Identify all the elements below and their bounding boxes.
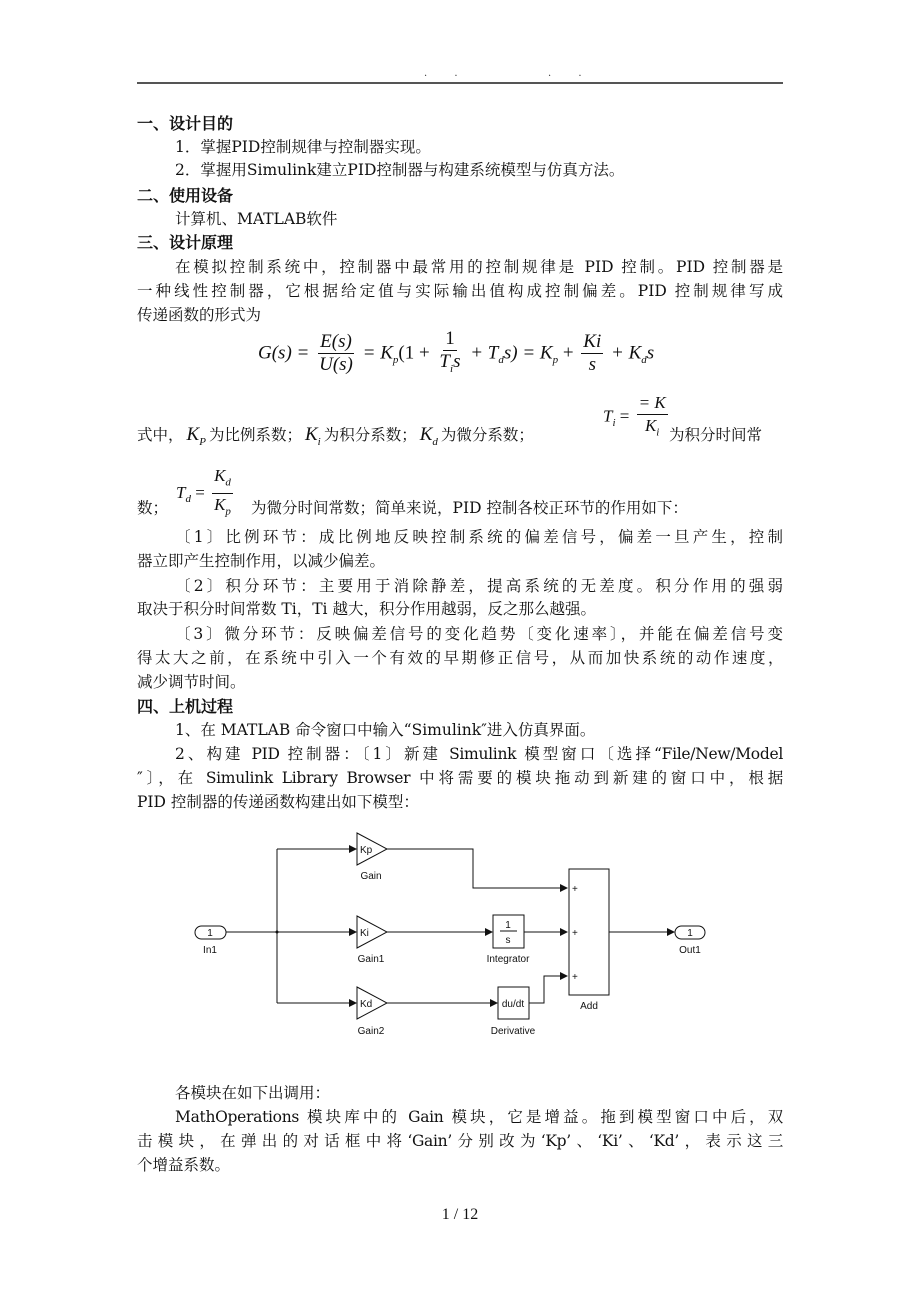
paragraph-line: 传递函数的形式为 — [137, 306, 262, 324]
section-heading: 三、设计原理 — [137, 233, 234, 252]
integrator-numerator: 1 — [505, 920, 511, 931]
in1-label: In1 — [203, 945, 217, 956]
out1-label: Out1 — [679, 945, 701, 956]
derivative-label: Derivative — [490, 1026, 536, 1037]
gain-value: Kp — [360, 845, 373, 856]
header-dots: . . — [548, 68, 594, 79]
add-sign: + — [572, 884, 578, 895]
paragraph-line: 在模拟控制系统中，控制器中最常用的控制规律是 PID 控制。PID 控制器是 — [175, 258, 783, 276]
paragraph: 计算机、MATLAB软件 — [175, 210, 338, 228]
paragraph-line: PID 控制器的传递函数构建出如下模型： — [137, 793, 419, 811]
paragraph-line: 器立即产生控制作用，以减少偏差。 — [137, 552, 386, 570]
paragraph-line: 取决于积分时间常数 Ti，Ti 越大，积分作用越弱，反之那么越强。 — [137, 600, 596, 618]
paragraph-line: 减少调节时间。 — [137, 673, 246, 691]
pid-formula: G(s) = $\frac{E(s)}{U(s)}$ = $K_p(1$ + $\frac{1}{T_is}$ + $T_ds) = K_p$ + $\frac{Ki}{s}$ + $K_ds$ — [258, 328, 655, 376]
definition-line: 数； 为微分时间常数；简单来说，PID 控制各校正环节的作用如下： — [137, 499, 688, 517]
header-dots: . . — [424, 68, 470, 79]
list-item: 2．掌握用Simulink建立PID控制器与构建系统模型与仿真方法。 — [175, 161, 625, 179]
gain-label: Gain2 — [357, 1026, 385, 1037]
gain-label: Gain1 — [357, 954, 385, 965]
paragraph-line: 〔2〕积分环节：主要用于消除静差，提高系统的无差度。积分作用的强弱 — [175, 577, 783, 595]
section-heading: 二、使用设备 — [137, 186, 234, 205]
paragraph-line: 得太大之前，在系统中引入一个有效的早期修正信号，从而加快系统的动作速度， — [137, 649, 783, 667]
in1-number: 1 — [207, 928, 213, 939]
paragraph-line: 击模块，在弹出的对话框中将‘Gain’分别改为‘Kp’、‘Ki’、‘Kd’，表示这三 — [137, 1132, 783, 1150]
add-sign: + — [572, 928, 578, 939]
paragraph-line: 个增益系数。 — [137, 1156, 231, 1174]
section-heading: 一、设计目的 — [137, 114, 234, 133]
integrator-label: Integrator — [486, 954, 530, 965]
out1-number: 1 — [687, 928, 693, 939]
paragraph-line: 1、在 MATLAB 命令窗口中输入“Simulink″进入仿真界面。 — [175, 721, 596, 739]
ti-formula: $T_i$ = $\frac{= K}{K_i}$ — [603, 393, 666, 439]
section-heading: 四、上机过程 — [137, 697, 234, 716]
gain-value: Kd — [360, 999, 373, 1010]
page-number: 1 / 12 — [441, 1206, 479, 1223]
paragraph-line: 〔1〕比例环节：成比例地反映控制系统的偏差信号，偏差一旦产生，控制 — [175, 528, 783, 546]
gain-value: Ki — [360, 928, 369, 939]
simulink-pid-diagram — [190, 820, 760, 1050]
paragraph-line: 〔3〕微分环节：反映偏差信号的变化趋势〔变化速率〕，并能在偏差信号变 — [175, 625, 783, 643]
definition-line: 式中， $K_P$ 为比例系数； $K_i$ 为积分系数； $K_d$ 为微分系数； 为积分时间常 — [137, 424, 763, 448]
paragraph-line: ″〕，在 Simulink Library Browser 中将需要的模块拖动到新建的窗口中，根据 — [137, 769, 783, 787]
list-item: 1．掌握PID控制规律与控制器实现。 — [175, 138, 431, 156]
paragraph-line: 各模块在如下出调用： — [175, 1084, 331, 1102]
add-sign: + — [572, 972, 578, 983]
paragraph-line: MathOperations 模块库中的 Gain 模块，它是增益。拖到模型窗口中后，双 — [175, 1108, 783, 1126]
derivative-text: du/dt — [501, 999, 525, 1010]
gain-label: Gain — [360, 871, 382, 882]
add-label: Add — [580, 1001, 598, 1012]
paragraph-line: 2、构建 PID 控制器：〔1〕新建 Simulink 模型窗口〔选择“File/New/Model — [175, 745, 783, 763]
paragraph-line: 一种线性控制器，它根据给定值与实际输出值构成控制偏差。PID 控制规律写成 — [137, 282, 783, 300]
header-rule — [137, 82, 783, 84]
td-formula: $T_d$ = $\frac{K_d}{K_p}$ — [176, 466, 231, 518]
integrator-denominator: s — [505, 935, 511, 946]
